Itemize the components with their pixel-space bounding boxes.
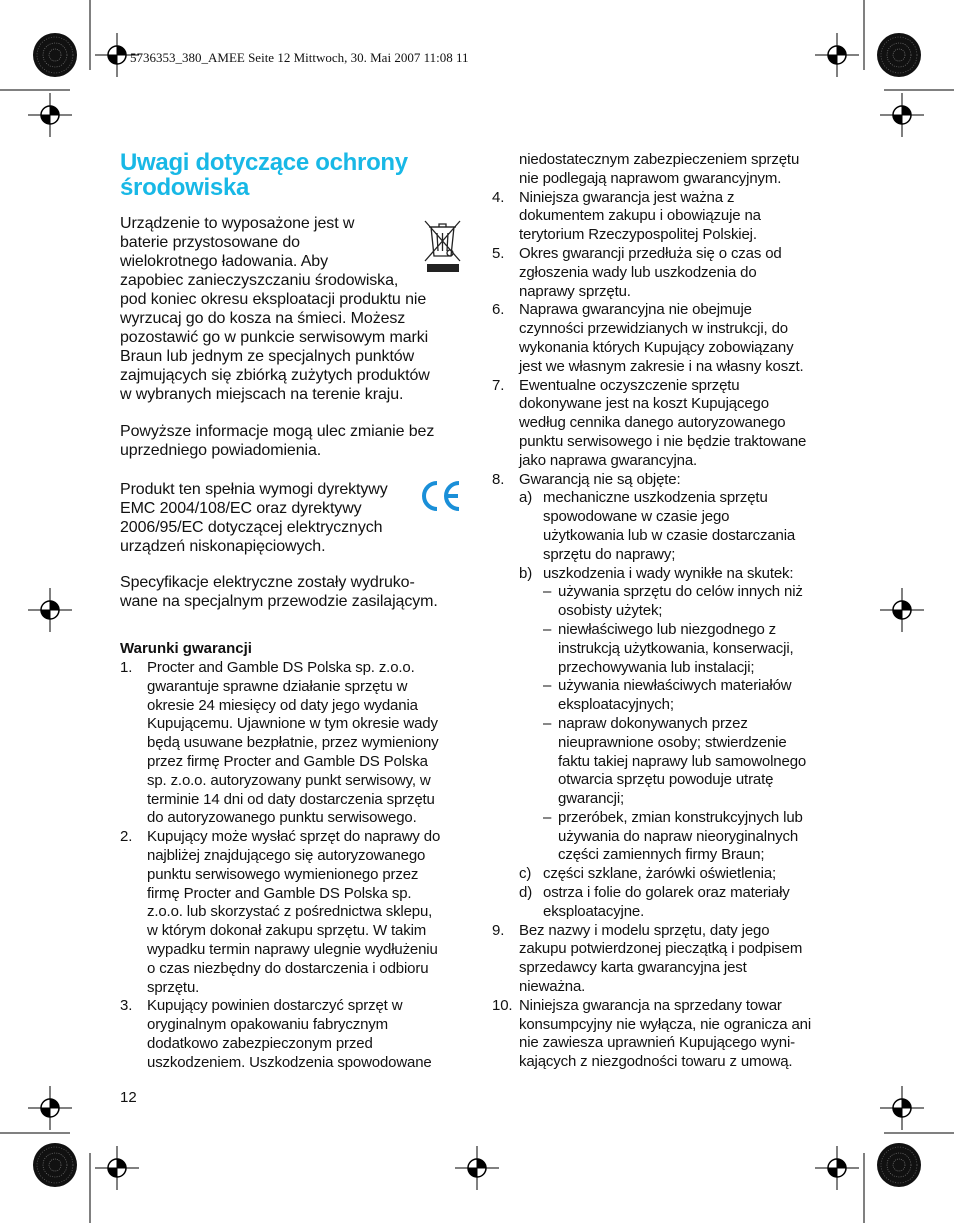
warranty-list-left (120, 659, 465, 1073)
warranty-item-8: 8. Gwarancją nie są objęte: (492, 470, 681, 488)
warranty-item-8a: a) mechaniczne uszkodzenia sprzętu spowodowane w czasie jego użytkowania lub w czasie dostarczania sprzętu do naprawy; (519, 489, 796, 563)
environment-text: Urządzenie to wyposażone jest w baterie przystosowane do wielokrotnego ładowania. Aby zapobiec zanieczyszczaniu środowiska, pod koniec okresu eksploatacji produktu nie wyrzucaj go do kosza na śmieci. Możesz pozostawić go w punkcie serwisowym marki Braun lub jednym ze specjalnych punktów zajmujących się zbiórką zużytych produktów w wybranych miejscach na terenie kraju. (120, 215, 430, 403)
weee-crossed-bin-icon (420, 215, 465, 275)
warranty-item-5: 5. Okres gwarancji przedłuża się o czas od zgłoszenia wady lub uszkodzenia do naprawy sprzętu. (492, 244, 782, 300)
warranty-item-8b-dash: – napraw dokonywanych przez nieuprawnione osoby; stwierdzenie faktu takiej naprawy lub samowolnego otwarcia sprzętu powoduje utratę gwarancji; (543, 714, 807, 808)
warranty-item-1: 1. Procter and Gamble DS Polska sp. z.o.o. gwarantuje sprawne działanie sprzętu w okresie 24 miesięcy od daty jego wydania Kupującemu. Ujawnione w tym okresie wady będą usuwane bezpłatnie, przez wymieniony przez firmę Procter and Gamble DS Polska sp. z.o.o. autoryzowany punkt serwisowy, w terminie 14 dni od daty dostarczenia sprzętu do autoryzowanego punktu serwisowego. (120, 659, 439, 827)
warranty-list-right (492, 151, 837, 1072)
warranty-item-7: 7. Ewentualne oczyszczenie sprzętu dokonywane jest na koszt Kupującego według cennika danego autoryzowanego punktu serwisowego i nie będzie traktowane jako naprawa gwarancyjna. (492, 376, 807, 469)
page-title: Uwagi dotyczące ochrony środowiska (120, 149, 408, 201)
warranty-heading: Warunki gwarancji (120, 640, 252, 657)
print-header: 5736353_380_AMEE Seite 12 Mittwoch, 30. Mai 2007 11:08 11 (130, 50, 469, 65)
warranty-item-9: 9. Bez nazwy i modelu sprzętu, daty jego zakupu potwierdzonej pieczątką i podpisem sprzedawcy karta gwarancyjna jest nieważna. (492, 921, 803, 996)
specification-text: Specyfikacje elektryczne zostały wydruko- wane na specjalnym przewodzie zasilającym. (120, 574, 438, 610)
warranty-item-10: 10. Niniejsza gwarancja na sprzedany towar konsumpcyjny nie wyłącza, nie ogranicza ani nie zawiesza uprawnień Kupującego wyni- kających z niezgodności towaru z umową. (492, 996, 812, 1071)
warranty-item-8b: b) uszkodzenia i wady wynikłe na skutek: (519, 564, 794, 582)
page-number: 12 (120, 1089, 137, 1106)
warranty-item-6: 6. Naprawa gwarancyjna nie obejmuje czynności przewidzianych w instrukcji, do wykonania których Kupujący zobowiązany jest we własnym zakresie i na własny koszt. (492, 301, 804, 375)
warranty-item-4: 4. Niniejsza gwarancja jest ważna z dokumentem zakupu i obowiązuje na terytorium Rzeczypospolitej Polskiej. (492, 188, 761, 244)
ce-mark-icon (418, 478, 462, 514)
notice-text: Powyższe informacje mogą ulec zmianie bez uprzedniego powiadomienia. (120, 423, 435, 459)
emc-text: Produkt ten spełnia wymogi dyrektywy EMC 2004/108/EC oraz dyrektywy 2006/95/EC dotyczącej elektrycznych urządzeń niskonapięciowych. (120, 481, 388, 555)
warranty-item-8b-dash: – używania niewłaściwych materiałów eksploatacyjnych; (543, 677, 792, 714)
warranty-item-8c: c) części szklane, żarówki oświetlenia; (519, 865, 777, 883)
warranty-item-3-continued: niedostatecznym zabezpieczeniem sprzętu nie podlegają naprawom gwarancyjnym. (519, 151, 800, 187)
warranty-item-8b-dash: – przeróbek, zmian konstrukcyjnych lub używania do napraw nieoryginalnych części zamiennych firmy Braun; (543, 808, 803, 864)
warranty-item-8b-dash: – niewłaściwego lub niezgodnego z instrukcją użytkowania, konserwacji, przechowywania lub instalacji; (543, 620, 794, 676)
warranty-item-3: 3. Kupujący powinien dostarczyć sprzęt w oryginalnym opakowaniu fabrycznym dodatkowo zabezpieczonym przed uszkodzeniem. Uszkodzenia spowodowane (120, 997, 432, 1071)
warranty-item-2: 2. Kupujący może wysłać sprzęt do naprawy do najbliżej znajdującego się autoryzowanego punktu serwisowego wymienionego przez firmę Procter and Gamble DS Polska sp. z.o.o. lub skorzystać z pośrednictwa sklepu, w którym dokonał zakupu sprzętu. W takim wypadku termin naprawy ulegnie wydłużeniu o czas niezbędny do dostarczenia i odbioru sprzętu. (120, 828, 441, 996)
warranty-item-8b-dash: – używania sprzętu do celów innych niż osobisty użytek; (543, 583, 803, 620)
warranty-item-8d: d) ostrza i folie do golarek oraz materiały eksploatacyjne. (519, 884, 790, 920)
